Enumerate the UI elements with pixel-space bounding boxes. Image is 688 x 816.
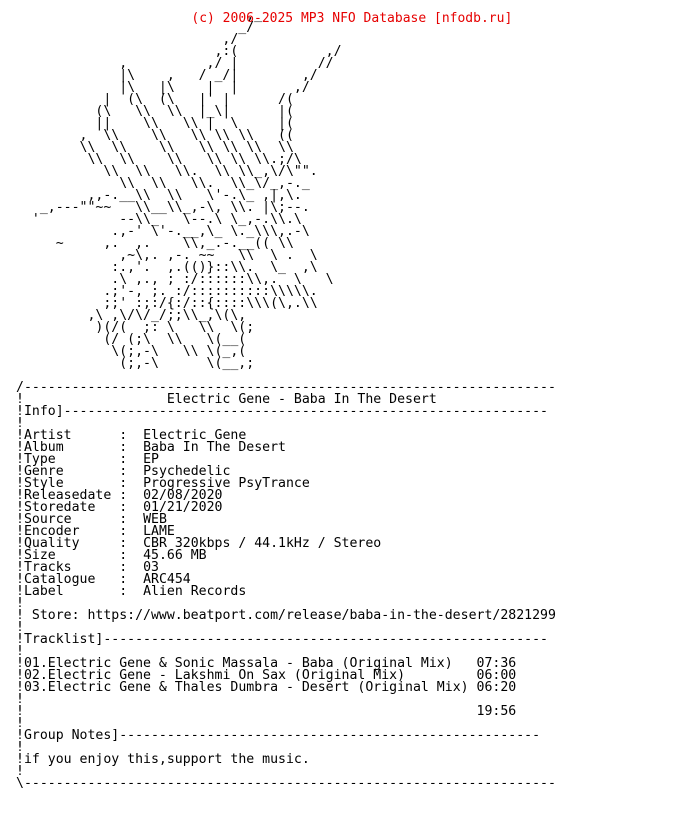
info-field-value: 45.66 MB <box>143 548 207 563</box>
nfo-border-top: /------------------------------------------------------------------- <box>16 380 556 395</box>
info-field-value: WEB <box>143 512 167 527</box>
nfo-tracklist-header: !Tracklist]-------------------------------------------------------- <box>16 632 548 647</box>
nfo-document <box>16 10 556 790</box>
info-field-label: Storedate <box>23 500 96 515</box>
ascii-art-line: || \\ \\ | \ |( <box>16 116 294 131</box>
info-field-row: !Quality : CBR 320kbps / 44.1kHz / Stereo <box>16 536 382 551</box>
nfo-total-line: ! 19:56 <box>16 704 517 719</box>
info-field-row: !Tracks : 03 <box>16 560 159 575</box>
info-field-label: Releasedate <box>23 488 112 503</box>
track-row: !02.Electric Gene - Lakshmi On Sax (Original Mix) 06:00 <box>16 668 517 683</box>
info-field-label: Genre <box>23 464 64 479</box>
info-field-row: !Genre : Psychedelic <box>16 464 231 479</box>
nfo-blank: ! <box>16 644 24 659</box>
ascii-art-line: , ,/ | // <box>16 56 334 71</box>
info-field-label: Style <box>23 476 64 491</box>
info-field-label: Album <box>23 440 64 455</box>
ascii-art-line: \\ \\ \\ \\ \\ \\ \\ <box>16 140 294 155</box>
info-field-value: Progressive PsyTrance <box>143 476 310 491</box>
info-field-row: !Label : Alien Records <box>16 584 247 599</box>
info-field-label: Encoder <box>23 524 80 539</box>
nfo-group-notes-header: !Group Notes]----------------------------------------------------- <box>16 728 541 743</box>
info-field-value: Alien Records <box>143 584 247 599</box>
ascii-art-line: :.,'. ,.(()}::\\. \_ ,\ <box>16 260 318 275</box>
info-field-value: ARC454 <box>143 572 191 587</box>
info-field-row: !Album : Baba In The Desert <box>16 440 286 455</box>
ascii-art-line: (/ (;\ \\ \(__( <box>16 332 247 347</box>
track-row: !01.Electric Gene & Sonic Massala - Baba (Original Mix) 07:36 <box>16 656 517 671</box>
info-field-label: Label <box>23 584 64 599</box>
nfo-title-line: ! Electric Gene - Baba In The Desert <box>16 392 437 407</box>
track-title: 02.Electric Gene - Lakshmi On Sax (Original Mix) <box>23 668 406 683</box>
ascii-art-line: _,---""~~ \\__\\_,-\, \\. |\;--. <box>16 200 310 215</box>
info-field-label: Size <box>23 548 56 563</box>
info-field-value: CBR 320kbps / 44.1kHz / Stereo <box>143 536 382 551</box>
ascii-art-line: ,/ <box>16 32 239 47</box>
track-title: 01.Electric Gene & Sonic Massala - Baba (Original Mix) <box>23 656 453 671</box>
info-field-row: !Releasedate : 02/08/2020 <box>16 488 223 503</box>
tracklist-section-label: Tracklist] <box>23 632 104 647</box>
info-field-label: Source <box>23 512 72 527</box>
ascii-art-line: _/ <box>16 20 255 35</box>
info-field-row: !Catalogue : ARC454 <box>16 572 191 587</box>
ascii-art-line: .,-' \'-.__,\_ \._\\\,.-\ <box>16 224 310 239</box>
info-section-label: Info] <box>23 404 64 419</box>
store-link-text[interactable]: Store: https://www.beatport.com/release/baba-in-the-desert/2821299 <box>31 608 556 623</box>
info-field-label: Artist <box>23 428 72 443</box>
group-notes-section-label: Group Notes] <box>23 728 120 743</box>
info-field-row: !Size : 45.66 MB <box>16 548 207 563</box>
track-duration: 06:00 <box>476 668 517 683</box>
nfo-blank: ! <box>16 416 24 431</box>
ascii-art-line: ,,-.__\\ \\ \'-.\_ ,|,\. <box>16 188 302 203</box>
info-field-value: Psychedelic <box>143 464 231 479</box>
nfo-blank: ! <box>16 620 24 635</box>
track-row: !03.Electric Gene & Thales Dumbra - Desert (Original Mix) 06:20 <box>16 680 517 695</box>
ascii-art-line: |\ |\ | | ,/ <box>16 80 310 95</box>
info-field-value: Baba In The Desert <box>143 440 286 455</box>
nfo-fields <box>16 430 556 598</box>
ascii-art-line: (\ \\ \\ |_\| |( <box>16 104 294 119</box>
ascii-art-line: \\ \\ \\. \\ \\_,\/\"". <box>16 164 318 179</box>
info-field-row: !Storedate : 01/21/2020 <box>16 500 223 515</box>
ascii-art-line: .\ ,., ; :/::::::\\,. \ \ <box>16 272 334 287</box>
info-field-value: 03 <box>143 560 159 575</box>
total-time: 19:56 <box>476 704 517 719</box>
ascii-art-line: \\ \\ \\. \\_\/_,-._ <box>16 176 310 191</box>
track-duration: 06:20 <box>476 680 517 695</box>
info-field-value: LAME <box>143 524 175 539</box>
info-field-label: Catalogue <box>23 572 96 587</box>
ascii-art <box>16 10 556 370</box>
ascii-art-line: )(/( ;: \ \\ \(; <box>16 320 255 335</box>
ascii-art-line: ;;' :;:/{:/::{::::\\\(\,.\\ <box>16 296 318 311</box>
ascii-art-line: | (\ (\ |' | /( <box>16 92 294 107</box>
info-field-label: Type <box>23 452 56 467</box>
track-duration: 07:36 <box>476 656 517 671</box>
nfo-blank: ! <box>16 764 24 779</box>
nfo-blank: ! <box>16 716 24 731</box>
site-credit-text: (c) 2006-2025 MP3 NFO Database [nfodb.ru] <box>191 11 513 26</box>
ascii-art-line: ,_ <box>16 8 263 23</box>
nfo-blank: ! <box>16 740 24 755</box>
track-title: 03.Electric Gene & Thales Dumbra - Desert (Original Mix) <box>23 680 469 695</box>
nfo-blank: ! <box>16 692 24 707</box>
info-field-value: EP <box>143 452 159 467</box>
ascii-art-line: .;'-, ;. :/::::::::::\\\\\. <box>16 284 318 299</box>
nfo-blank: ! <box>16 596 24 611</box>
ascii-art-line: ' --\\_ \--.\ \_,-.\\.\ <box>16 212 302 227</box>
ascii-art-line: |\ , / _/| ,/ <box>16 68 318 83</box>
info-field-value: 02/08/2020 <box>143 488 223 503</box>
ascii-art-line: \\ \\ \\ \\ \\ \\.;/\ <box>16 152 302 167</box>
ascii-art-line: ~ ,. ,. \\,_.-.__(( \\ <box>16 236 294 251</box>
ascii-art-line: , \\ \\ \\ \\ \\ (( <box>16 128 294 143</box>
ascii-art-line: (;,-\ \(__,; <box>16 356 255 371</box>
ascii-art-line: ,:( ,/ <box>16 44 342 59</box>
info-field-row: !Style : Progressive PsyTrance <box>16 476 310 491</box>
info-field-value: 01/21/2020 <box>143 500 223 515</box>
info-field-row: !Artist : Electric Gene <box>16 428 247 443</box>
info-field-row: !Encoder : LAME <box>16 524 175 539</box>
info-field-value: Electric Gene <box>143 428 247 443</box>
nfo-info-header: !Info]------------------------------------------------------------- <box>16 404 548 419</box>
nfo-title: Electric Gene - Baba In The Desert <box>166 392 437 407</box>
nfo-border-bottom: \------------------------------------------------------------------- <box>16 776 556 791</box>
info-field-label: Tracks <box>23 560 72 575</box>
tracklist <box>16 658 556 694</box>
ascii-art-line: ,\ ,\/\/_/;;\\_,\(\, <box>16 308 247 323</box>
group-notes-text: if you enjoy this,support the music. <box>23 752 310 767</box>
info-field-row: !Source : WEB <box>16 512 167 527</box>
ascii-art-line: \(;,-\ \\ \(_,( <box>16 344 247 359</box>
info-field-label: Quality <box>23 536 80 551</box>
nfo-store-line: ! Store: https://www.beatport.com/release/baba-in-the-desert/2821299 <box>16 608 556 623</box>
nfo-group-notes-line: !if you enjoy this,support the music. <box>16 752 310 767</box>
info-field-row: !Type : EP <box>16 452 159 467</box>
ascii-art-line: ,~\,. ,-. ~~ \\ \ . \ <box>16 248 318 263</box>
